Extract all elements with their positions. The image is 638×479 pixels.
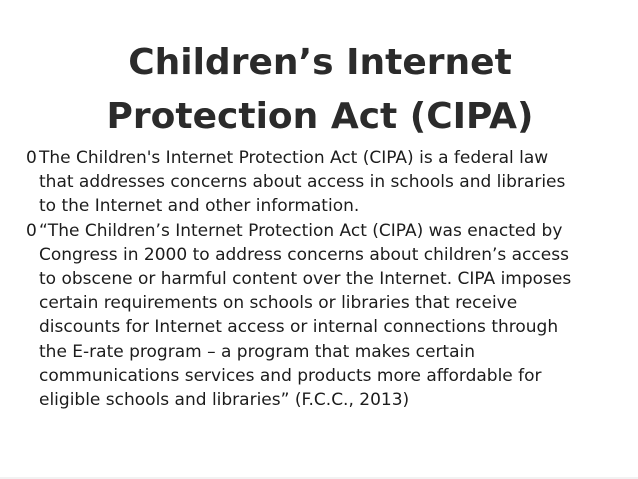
slide-title-line: Children’s Internet	[128, 42, 512, 83]
bullet-text-line: “The Children’s Internet Protection Act (CIPA) was enacted by	[39, 220, 563, 241]
bullet-text-line: the E-rate program – a program that makes certain	[39, 341, 476, 362]
bullet-text-line: certain requirements on schools or libraries that receive	[39, 293, 518, 314]
bullet-text-line: to obscene or harmful content over the Internet. CIPA imposes	[39, 269, 572, 290]
bullet-marker: 0	[26, 220, 37, 241]
bullet-text-line: that addresses concerns about access in schools and libraries	[39, 172, 566, 193]
bullet-text-line: communications services and products more affordable for	[39, 365, 542, 386]
bullet-marker: 0	[26, 148, 37, 168]
bullet-item-fcc-quote	[26, 219, 618, 413]
slide-title	[60, 36, 580, 144]
bullet-text-line: The Children's Internet Protection Act (CIPA) is a federal law	[39, 148, 549, 168]
bullet-text-line: to the Internet and other information.	[39, 196, 360, 217]
slide-title-line: Protection Act (CIPA)	[106, 96, 534, 137]
slide-body	[26, 146, 618, 412]
bullet-text-line: Congress in 2000 to address concerns about children’s access	[39, 244, 569, 265]
bullet-text-line: eligible schools and libraries” (F.C.C., 2013)	[39, 390, 410, 411]
bullet-item-cipa-definition	[26, 146, 618, 219]
bullet-text-line: discounts for Internet access or internal connections through	[39, 317, 559, 338]
